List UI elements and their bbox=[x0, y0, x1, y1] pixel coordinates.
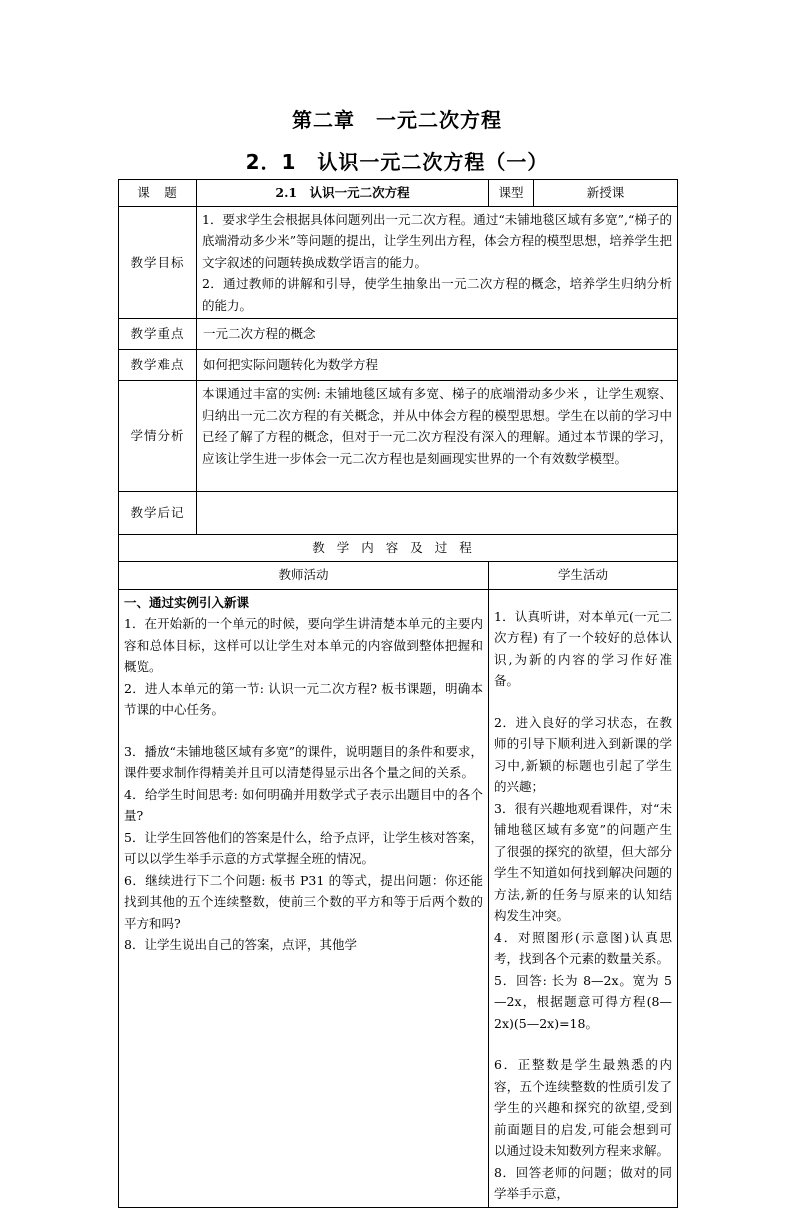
student-step-3: 3．很有兴趣地观看课件，对“未铺地毯区域有多宽”的问题产生了很强的探究的欲望，但大部分学生不知道如何找到解决问题的方法,新的任务与原来的认知结构发生冲突。 bbox=[494, 800, 672, 923]
lesson-plan-table bbox=[118, 179, 678, 1208]
postscript-value bbox=[197, 492, 678, 535]
activity-header-row bbox=[119, 561, 678, 589]
analysis-label: 学情分析 bbox=[119, 381, 197, 492]
section-heading: 一、通过实例引入新课 bbox=[124, 594, 250, 610]
student-step-1: 1．认真听讲，对本单元(一元二次方程) 有了一个较好的总体认识,为新的内容的学习作好准备。 bbox=[494, 608, 672, 688]
student-step-4: 4．对照图形(示意图)认真思考，找到各个元素的数量关系。 bbox=[494, 929, 672, 966]
objective-item-2: 2．通过教师的讲解和引导，使学生抽象出一元二次方程的概念，培养学生归纳分析的能力。 bbox=[202, 276, 672, 313]
teacher-step-2: 2．进人本单元的第一节: 认识一元二次方程? 板书课题，明确本节课的中心任务。 bbox=[124, 680, 483, 717]
topic-label: 课 题 bbox=[119, 180, 197, 207]
teacher-step-1: 1．在开始新的一个单元的时候，要向学生讲清楚本单元的主要内容和总体目标，这样可以让学生对本单元的内容做到整体把握和概览。 bbox=[124, 616, 483, 674]
teacher-step-5: 5．让学生回答他们的答案是什么，给予点评，让学生核对答案，可以以学生举手示意的方式掌握全班的情况。 bbox=[124, 829, 483, 866]
key-point-value: 一元二次方程的概念 bbox=[197, 319, 678, 350]
student-step-8: 8．回答老师的问题；做对的同学举手示意， bbox=[494, 1164, 672, 1201]
analysis-value bbox=[197, 381, 678, 492]
teacher-step-8: 8．让学生说出自己的答案，点评，其他学 bbox=[124, 937, 357, 952]
teacher-step-4: 4．给学生时间思考: 如何明确并用数学式子表示出题目中的各个量? bbox=[124, 786, 483, 823]
postscript-label: 教学后记 bbox=[119, 492, 197, 535]
teacher-activity-header: 教师活动 bbox=[119, 561, 489, 589]
lesson-title: 2．1 认识一元二次方程（一） bbox=[245, 150, 549, 174]
objectives-row bbox=[119, 206, 678, 319]
student-step-2: 2．进入良好的学习状态，在教师的引导下顺利进入到新课的学习中,新颖的标题也引起了学生的兴趣； bbox=[494, 714, 672, 794]
student-activity-column bbox=[489, 589, 678, 1207]
topic-row bbox=[119, 180, 678, 207]
teacher-activity-column bbox=[119, 589, 489, 1207]
objectives-label: 教学目标 bbox=[119, 206, 197, 319]
teacher-step-6: 6．继续进行下二个问题: 板书 P31 的等式，提出问题：你还能找到其他的五个连续整数，使前三个数的平方和等于后两个数的平方和吗? bbox=[124, 872, 483, 931]
student-step-5: 5．回答: 长为 8—2x。宽为 5—2x，根据题意可得方程(8—2x)(5—2x)=18。 bbox=[494, 972, 672, 1031]
postscript-row bbox=[119, 492, 678, 535]
process-title-row bbox=[119, 535, 678, 562]
difficulty-row bbox=[119, 350, 678, 381]
chapter-title: 第二章 一元二次方程 bbox=[292, 108, 502, 132]
activity-content-row bbox=[119, 589, 678, 1207]
key-point-label: 教学重点 bbox=[119, 319, 197, 350]
type-value: 新授课 bbox=[534, 180, 678, 207]
difficulty-value: 如何把实际问题转化为数学方程 bbox=[197, 350, 678, 381]
type-label: 课型 bbox=[489, 180, 534, 207]
difficulty-label: 教学难点 bbox=[119, 350, 197, 381]
student-activity-header: 学生活动 bbox=[489, 561, 678, 589]
topic-value: 2.1 认识一元二次方程 bbox=[197, 180, 489, 207]
student-step-6: 6．正整数是学生最熟悉的内容，五个连续整数的性质引发了学生的兴趣和探究的欲望,受到前面题目的启发,可能会想到可以通过设未知数列方程来求解。 bbox=[494, 1057, 672, 1158]
teacher-step-3: 3．播放“未铺地毯区域有多宽”的课件，说明题目的条件和要求，课件要求制作得精美并且可以清楚得显示出各个量之间的关系。 bbox=[124, 743, 483, 780]
process-title: 教学内容及过程 bbox=[119, 535, 678, 562]
objective-item-1: 1．要求学生会根据具体问题列出一元二次方程。通过“未铺地毯区域有多宽”,“梯子的底端滑动多少米”等问题的提出，让学生列出方程，体会方程的模型思想，培养学生把文字叙述的问题转换成数学语言的能力。 bbox=[202, 211, 672, 270]
analysis-text: 本课通过丰富的实例: 未铺地毯区域有多宽、梯子的底端滑动多少米 ，让学生观察、归纳出一元二次方程的有关概念，并从中体会方程的模型思想。学生在以前的学习中已经了解了方程的概念，但对于一元二次方程没有深入的理解。通过本节课的学习，应该让学生进一步体会一元二次方程也是刻画现实世界的一个有效数学模型。 bbox=[202, 386, 672, 466]
key-point-row bbox=[119, 319, 678, 350]
analysis-row bbox=[119, 381, 678, 492]
objectives-content bbox=[197, 206, 678, 319]
